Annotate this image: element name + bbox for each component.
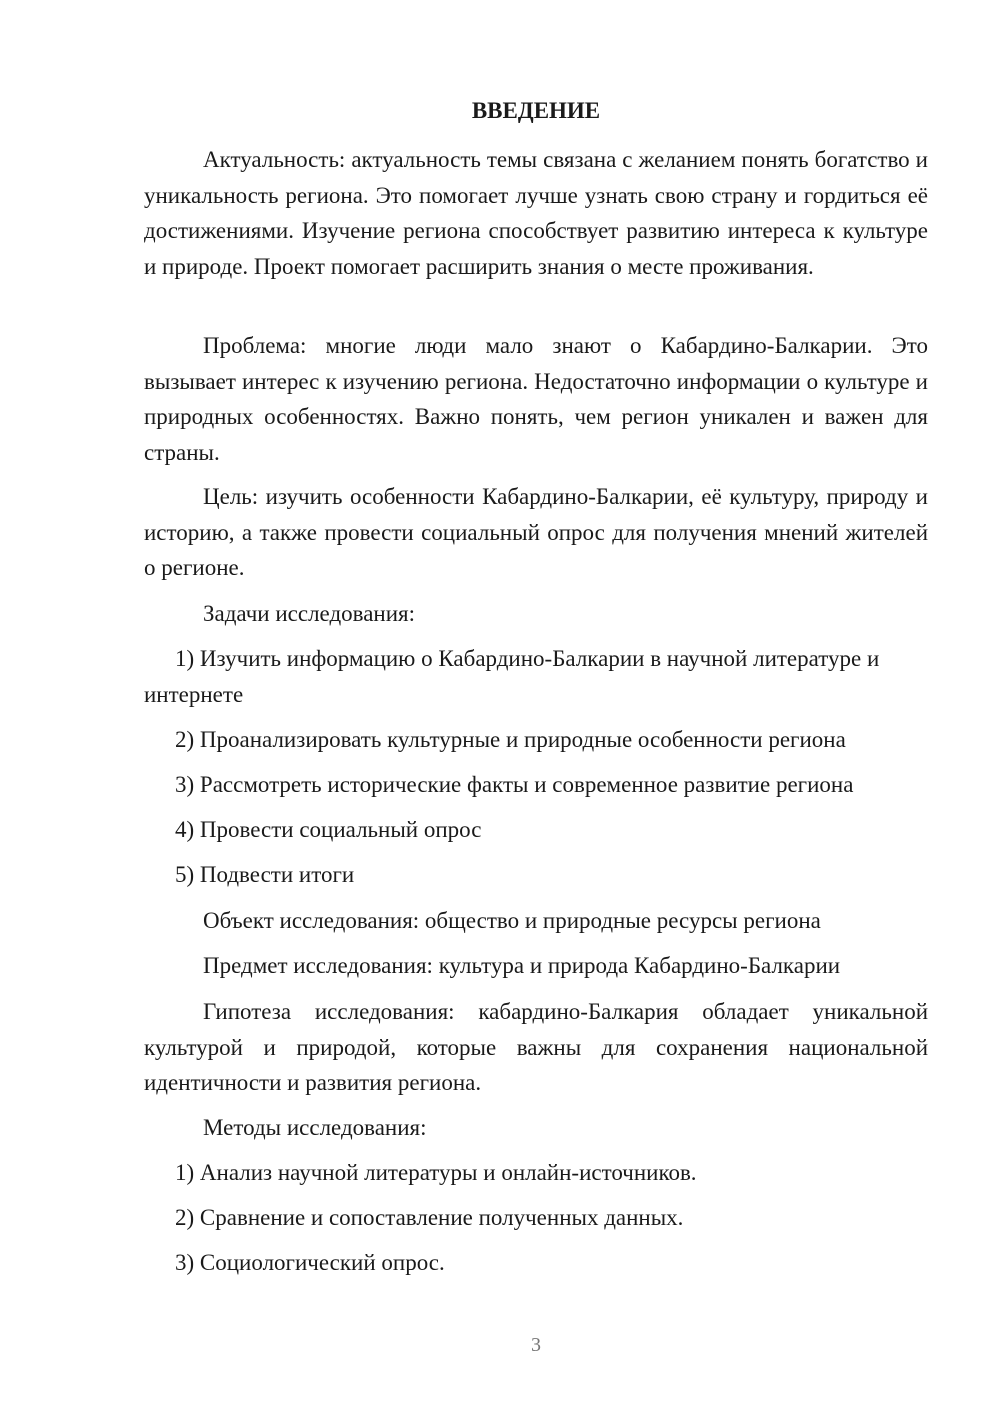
section-title: ВВЕДЕНИЕ: [471, 98, 601, 123]
page-number: 3: [531, 1334, 541, 1356]
research-subject: Предмет исследования: культура и природа Кабардино-Балкарии: [203, 953, 841, 978]
task-item-1: 1) Изучить информацию о Кабардино-Балкарии в научной литературе и интернете: [144, 646, 880, 707]
problem-paragraph: Проблема: многие люди мало знают о Кабардино-Балкарии. Это вызывает интерес к изучению региона. Недостаточно информации о культуре и природных особенностях. Важно понять, чем регион уникален и важен для страны.: [144, 333, 928, 465]
method-item-1: 1) Анализ научной литературы и онлайн-источников.: [175, 1160, 697, 1185]
hypothesis-paragraph: Гипотеза исследования: кабардино-Балкария обладает уникальной культурой и природой, которые важны для сохранения национальной идентичности и развития региона.: [144, 999, 928, 1095]
relevance-paragraph: Актуальность: актуальность темы связана с желанием понять богатство и уникальность региона. Это помогает лучше узнать свою страну и гордиться её достижениями. Изучение региона способствует развитию интереса к культуре и природе. Проект помогает расширить знания о месте проживания.: [144, 147, 928, 279]
research-object: Объект исследования: общество и природные ресурсы региона: [203, 908, 821, 933]
task-item-5: 5) Подвести итоги: [175, 862, 355, 887]
goal-paragraph: Цель: изучить особенности Кабардино-Балкарии, её культуру, природу и историю, а также провести социальный опрос для получения мнений жителей о регионе.: [144, 484, 928, 580]
method-item-3: 3) Социологический опрос.: [175, 1250, 445, 1275]
task-item-4: 4) Провести социальный опрос: [175, 817, 482, 842]
task-item-3: 3) Рассмотреть исторические факты и современное развитие региона: [175, 772, 854, 797]
method-item-2: 2) Сравнение и сопоставление полученных данных.: [175, 1205, 684, 1230]
tasks-heading: Задачи исследования:: [203, 601, 416, 626]
methods-heading: Методы исследования:: [203, 1115, 427, 1140]
task-item-2: 2) Проанализировать культурные и природные особенности региона: [175, 727, 846, 752]
